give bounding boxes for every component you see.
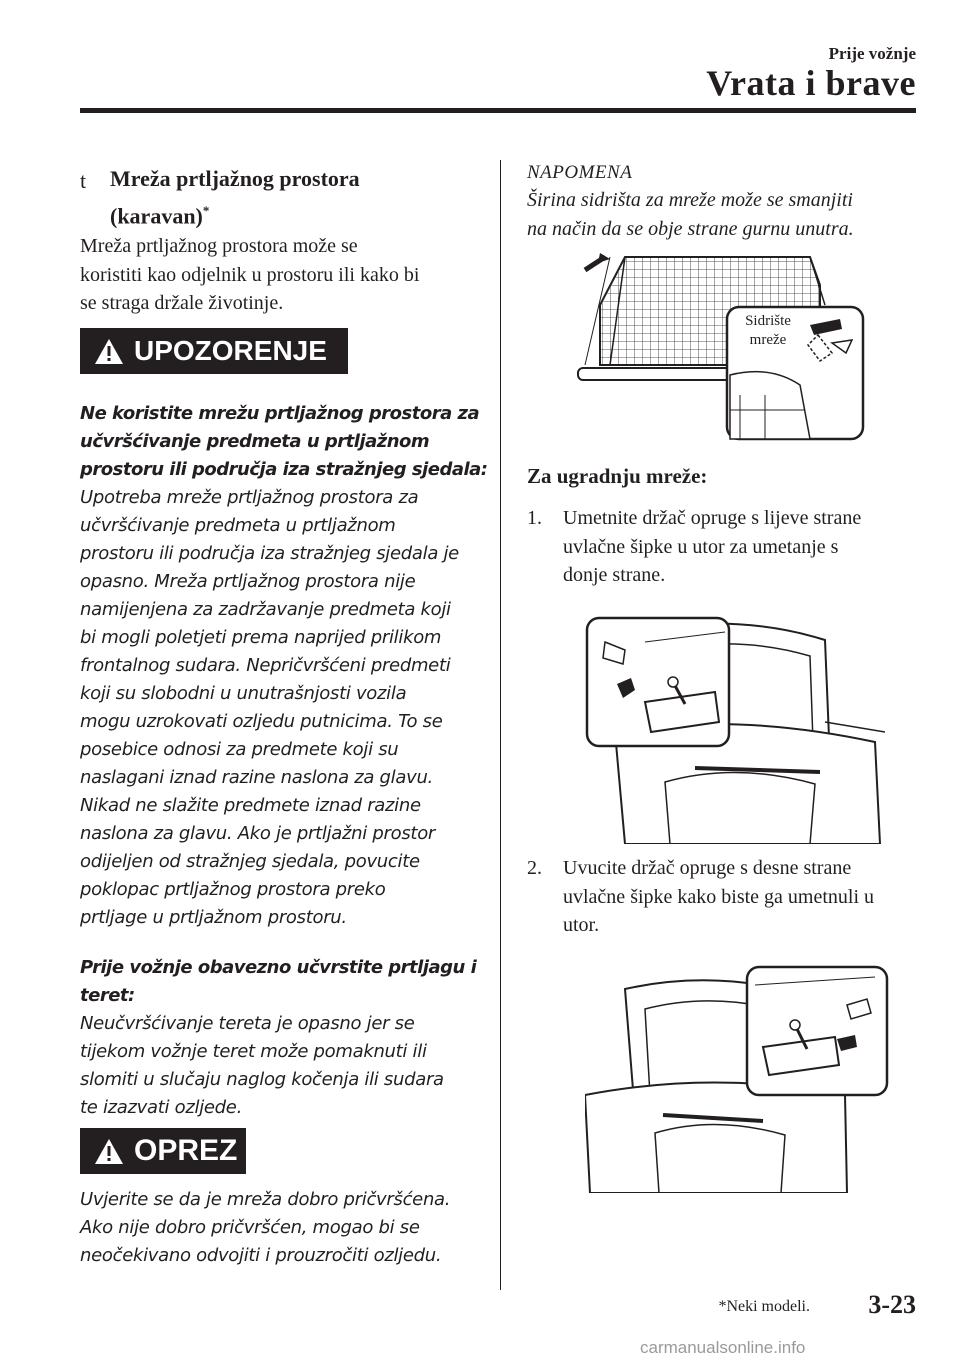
figure-step-2 bbox=[585, 965, 890, 1193]
header-rule bbox=[80, 108, 916, 113]
warning-content bbox=[80, 400, 490, 1122]
section-bullet: t bbox=[80, 168, 87, 193]
note-text: Širina sidrišta za mreže može se smanjiti na način da se obje strane gurnu unutra. bbox=[527, 189, 854, 240]
warning-triangle-icon bbox=[94, 338, 124, 365]
title-asterisk: * bbox=[202, 203, 210, 218]
title-line-2: (karavan) bbox=[110, 203, 203, 229]
step-1: 1. Umetnite držač opruge s lijeve strane uvlačne šipke u utor za umetanje s donje strane. bbox=[527, 507, 862, 586]
caution-label: OPREZ bbox=[134, 1134, 238, 1167]
chapter-title: Prije vožnje bbox=[828, 44, 916, 63]
install-subhead: Za ugradnju mreže: bbox=[527, 464, 708, 488]
column-divider bbox=[500, 160, 501, 1290]
note-title: NAPOMENA bbox=[527, 162, 633, 183]
warning-heading-1: Ne koristite mrežu prtljažnog prostora za učvršćivanje predmeta u prtljažnom prostoru ili područja iza stražnjeg sjedala: bbox=[80, 403, 488, 480]
figure-1-caption: Sidrište mreže bbox=[745, 313, 791, 348]
step-2: 2. Uvucite držač opruge s desne strane uvlačne šipke kako biste ga umetnuli u utor. bbox=[527, 857, 875, 936]
footer-note: *Neki modeli. bbox=[718, 1298, 810, 1315]
warning-text-2: Neučvršćivanje tereta je opasno jer se tijekom vožnje teret može pomaknuti ili slomiti u slučaju naglog kočenja ili sudara te izazvati ozljede. bbox=[80, 1013, 444, 1118]
intro-paragraph: Mreža prtljažnog prostora može se koristiti kao odjelnik u prostoru ili kako bi se straga držale životinje. bbox=[80, 235, 420, 314]
figure-step-1 bbox=[585, 612, 885, 844]
caution-triangle-icon bbox=[94, 1138, 124, 1165]
warning-label: UPOZORENJE bbox=[134, 335, 327, 366]
page-number: 3-23 bbox=[868, 1290, 916, 1319]
title-line-1: Mreža prtljažnog prostora bbox=[110, 166, 360, 191]
subsection-title bbox=[110, 163, 360, 232]
warning-text-1: Upotreba mreže prtljažnog prostora za učvršćivanje predmeta u prtljažnom prostoru ili područja iza stražnjeg sjedala je opasno. Mreža prtljažnog prostora nije namijenjena za zadržavanje predmeta koji bi mogli poletjeti prema naprijed prilikom frontalnog sudara. Nepričvršćeni predmeti koji su slobodni u unutrašnjosti vozila mogu uzrokovati ozljedu putnicima. To se posebice odnosi za predmete koji su naslagani iznad razine naslona za glavu. Nikad ne slažite predmete iznad razine naslona za glavu. Ako je prtljažni prostor odijeljen od stražnjeg sjedala, povucite poklopac prtljažnog prostora preko prtljage u prtljažnom prostoru. bbox=[80, 487, 459, 928]
caution-badge bbox=[80, 1128, 246, 1174]
caution-text: Uvjerite se da je mreža dobro pričvršćena. Ako nije dobro pričvršćen, mogao bi se neočekivano odvojiti i prouzročiti ozljedu. bbox=[80, 1189, 451, 1266]
warning-badge bbox=[80, 328, 348, 374]
section-title: Vrata i brave bbox=[706, 63, 916, 103]
warning-heading-2: Prije vožnje obavezno učvrstite prtljagu i teret: bbox=[80, 957, 477, 1006]
watermark: carmanualsonline.info bbox=[640, 1338, 806, 1357]
figure-cargo-net bbox=[570, 245, 870, 443]
